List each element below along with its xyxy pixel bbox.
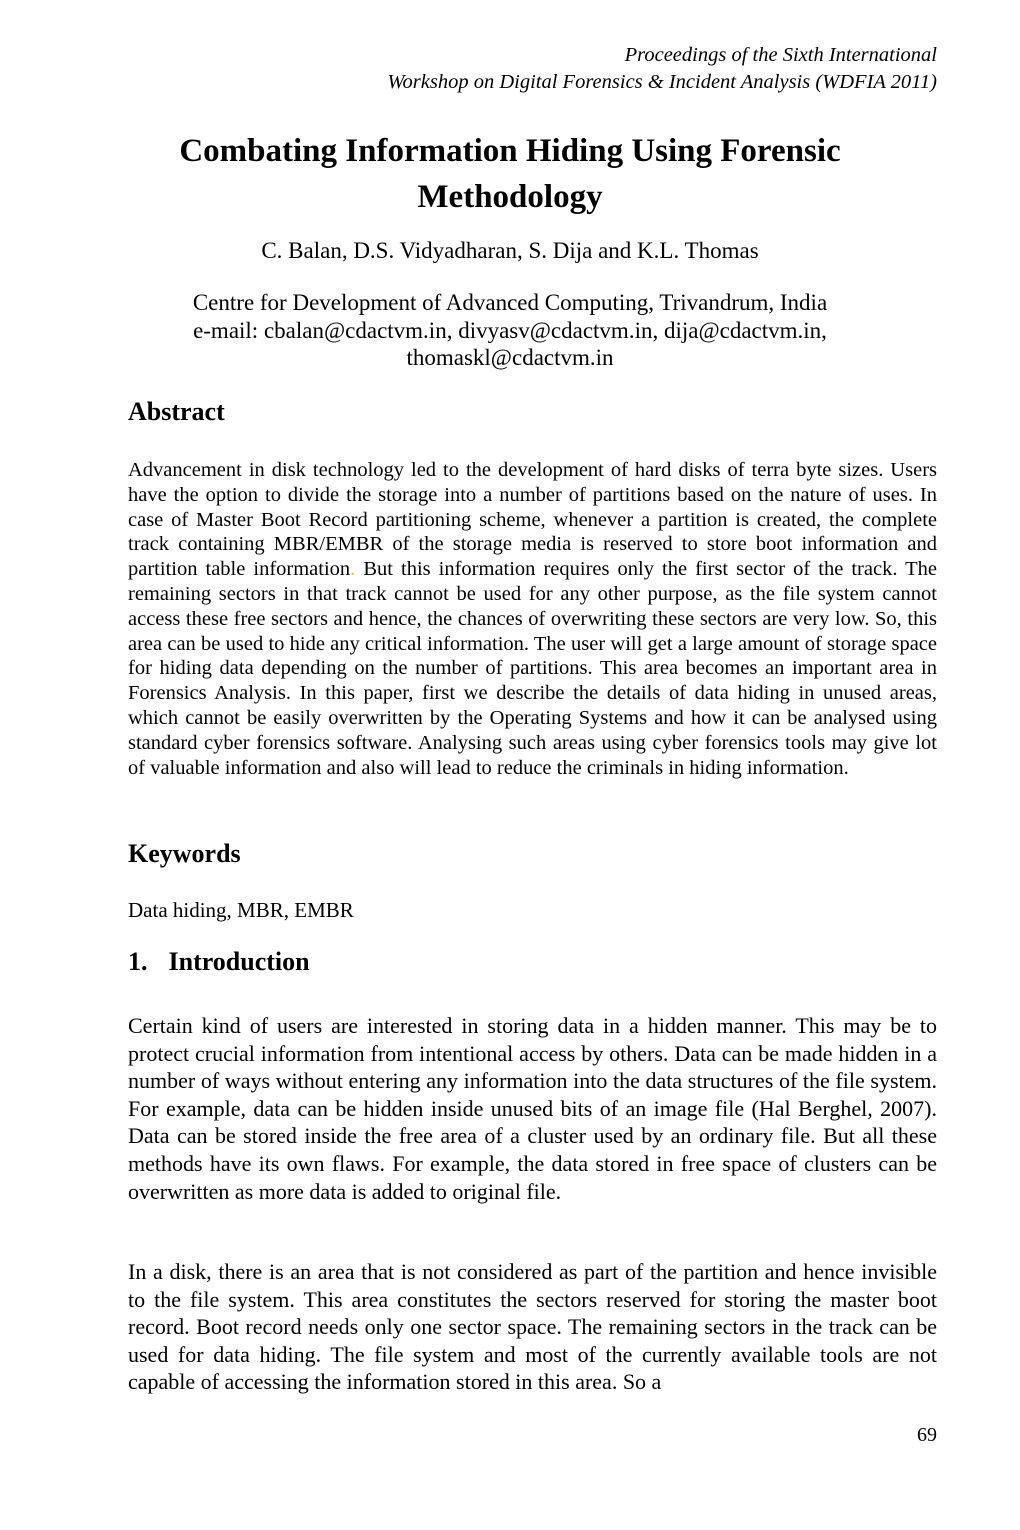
affiliation-block: [0, 289, 1020, 372]
paper-title: [0, 128, 1020, 220]
email-line-1: e-mail: cbalan@cdactvm.in, divyasv@cdactvm.in, dija@cdactvm.in,: [193, 317, 827, 343]
running-header: [128, 42, 937, 96]
abstract-text-part1: Advancement in disk technology led to the development of hard disks of terra byte sizes. Users have the option to divide the storage into a number of partitions based on the nature of uses. In case of Master Boot Record partitioning scheme, whenever a partition is created, the complete track containing MBR/EMBR of the storage media is reserved to store boot information and partition table information: [128, 459, 937, 581]
introduction-heading: [128, 947, 310, 977]
page-number: 69: [917, 1424, 937, 1446]
email-line-2: thomaskl@cdactvm.in: [406, 345, 614, 370]
section-number: 1.: [128, 947, 148, 976]
keywords-text: Data hiding, MBR, EMBR: [128, 898, 354, 922]
abstract-heading: Abstract: [128, 397, 225, 426]
keywords-heading: Keywords: [128, 839, 241, 868]
abstract-paragraph: [128, 458, 937, 780]
header-line-2: Workshop on Digital Forensics & Incident Analysis (WDFIA 2011): [387, 71, 937, 93]
introduction-paragraph-2: In a disk, there is an area that is not considered as part of the partition and hence invisible to the file system. This area constitutes the sectors reserved for storing the master boot record. Boot record needs only one sector space. The remaining sectors in the track can be used for data hiding. The file system and most of the currently available tools are not capable of accessing the information stored in this area. So a: [128, 1259, 937, 1395]
affiliation-line: Centre for Development of Advanced Computing, Trivandrum, India: [192, 290, 828, 315]
authors-line: C. Balan, D.S. Vidyadharan, S. Dija and K.L. Thomas: [261, 238, 759, 263]
header-line-1: Proceedings of the Sixth International: [624, 44, 937, 66]
section-title: Introduction: [168, 947, 310, 976]
abstract-text-part2: But this information requires only the first sector of the track. The remaining sectors in that track cannot be used for any other purpose, as the file system cannot access these free sectors and hence, the chances of overwriting these sectors are very low. So, this area can be used to hide any critical information. The user will get a large amount of storage space for hiding data depending on the number of partitions. This area becomes an important area in Forensics Analysis. In this paper, first we describe the details of data hiding in unused areas, which cannot be easily overwritten by the Operating Systems and how it can be analysed using standard cyber forensics software. Analysing such areas using cyber forensics tools may give lot of valuable information and also will lead to reduce the criminals in hiding information.: [128, 558, 937, 779]
introduction-paragraph-1: Certain kind of users are interested in storing data in a hidden manner. This may be to protect crucial information from intentional access by others. Data can be made hidden in a number of ways without entering any information into the data structures of the file system. For example, data can be hidden inside unused bits of an image file (Hal Berghel, 2007). Data can be stored inside the free area of a cluster used by an ordinary file. But all these methods have its own flaws. For example, the data stored in free space of clusters can be overwritten as more data is added to original file.: [128, 1013, 937, 1204]
paper-title-line-2: Methodology: [417, 179, 603, 215]
highlighted-period: .: [350, 558, 356, 581]
paper-title-line-1: Combating Information Hiding Using Forensic: [179, 133, 841, 169]
